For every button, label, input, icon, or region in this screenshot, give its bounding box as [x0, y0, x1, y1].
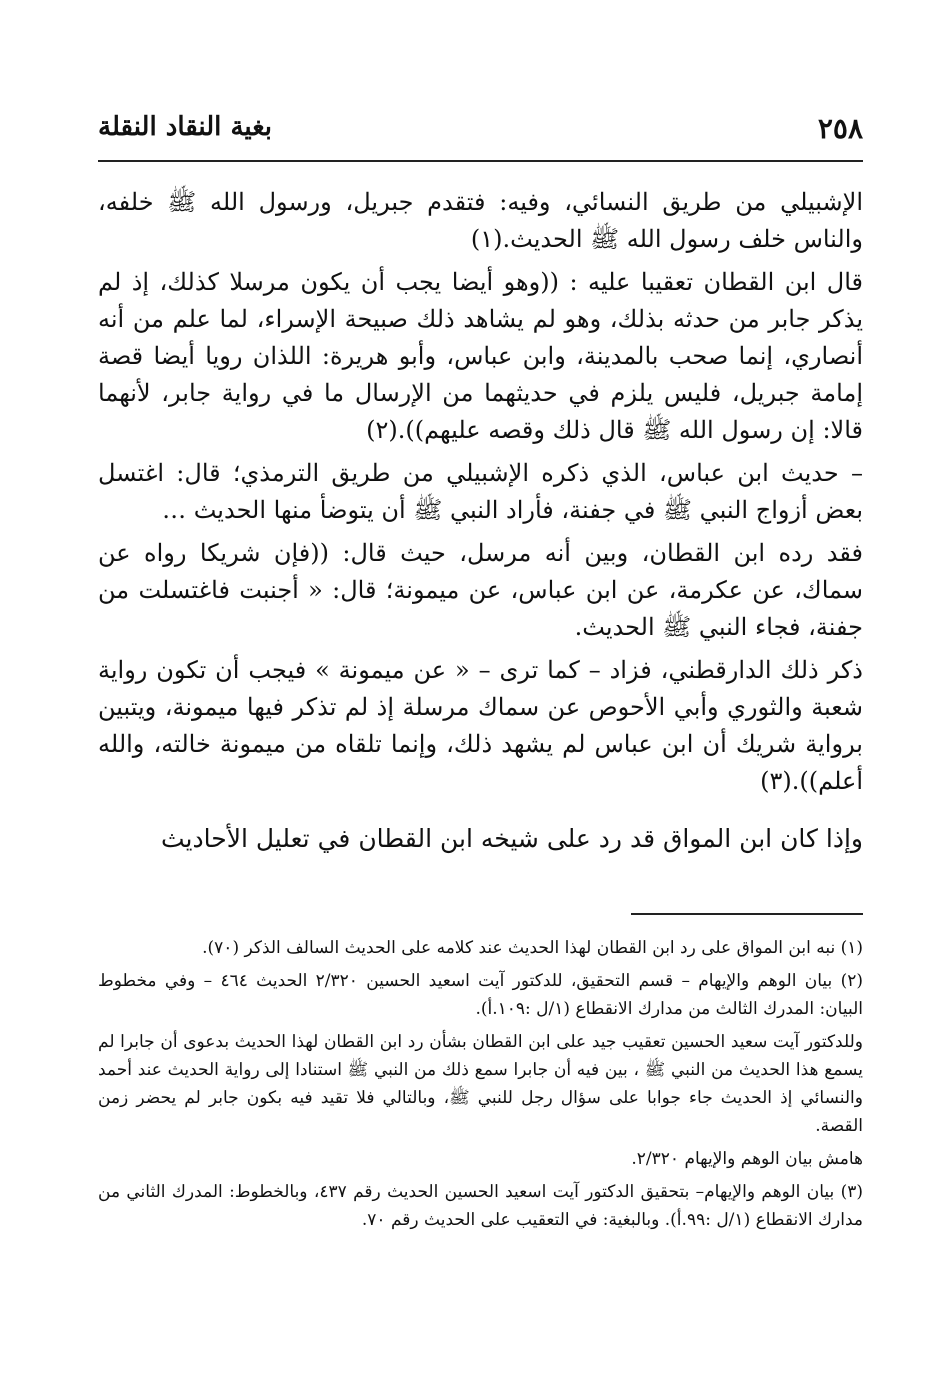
footnote: (٢) بيان الوهم والإيهام – قسم التحقيق، للدكتور آيت اسعيد الحسين ٢/٣٢٠ الحديث ٤٦٤ – وفي مخطوط البيان: المدرك الثالث من مدارك الانقطاع (١/ل :١٠٩.أ). — [98, 971, 863, 1019]
paragraph: وإذا كان ابن المواق قد رد على شيخه ابن القطان في تعليل الأحاديث — [161, 824, 863, 853]
page-header — [98, 112, 863, 152]
page-number: ٢٥٨ — [817, 112, 863, 145]
paragraph: ذكر ذلك الدارقطني، فزاد – كما ترى – « عن ميمونة » فيجب أن تكون رواية شعبة والثوري وأبي الأحوص عن سماك مرسلة إذ لم تذكر فيها ميمونة، ويتبين برواية شريك أن ابن عباس لم يشهد ذلك، وإنما تلقاه من ميمونة خالته، والله أعلم)).(٣) — [98, 656, 863, 795]
footnote: وللدكتور آيت سعيد الحسين تعقيب جيد على ابن القطان بشأن رد ابن القطان لهذا الحديث بدعوى أن جابرا لم يسمع هذا الحديث من النبي ﷺ ، بين فيه أن جابرا سمع ذلك من النبي ﷺ استنادا إلى رواية الحديث عند أحمد والنسائي إذ الحديث جاء جوابا على سؤال رجل للنبي ﷺ، وبالتالي فلا تقيد فيه بكون جابر لم يحضر زمن القصة. — [98, 1032, 863, 1136]
footnote: (٣) بيان الوهم والإيهام– بتحقيق الدكتور آيت اسعيد الحسين الحديث رقم ٤٣٧، وبالخطوط: المدرك الثاني من مدارك الانقطاع (١/ل :٩٩.أ). وبالبغية: في التعقيب على الحديث رقم ٧٠. — [98, 1182, 863, 1230]
footnote-separator — [631, 913, 863, 915]
header-rule — [98, 160, 863, 162]
main-text — [98, 184, 863, 863]
paragraph: قال ابن القطان تعقيبا عليه : ((وهو أيضا يجب أن يكون مرسلا كذلك، إذ لم يذكر جابر من حدثه بذلك، وهو لم يشاهد ذلك صبيحة الإسراء، لما علم من أنه أنصاري، إنما صحب بالمدينة، وابن عباس، وأبو هريرة: اللذان رويا أيضا قصة إمامة جبريل، فليس يلزم في حديثهما من الإرسال ما في رواية جابر، لأنهما قالا: إن رسول الله ﷺ قال ذلك وقصه عليهم)).(٢) — [98, 268, 863, 444]
paragraph: الإشبيلي من طريق النسائي، وفيه: فتقدم جبريل، ورسول الله ﷺ خلفه، والناس خلف رسول الله ﷺ الحديث.(١) — [98, 188, 863, 253]
book-title: بغية النقاد النقلة — [98, 112, 273, 142]
paragraph: – حديث ابن عباس، الذي ذكره الإشبيلي من طريق الترمذي؛ قال: اغتسل بعض أزواج النبي ﷺ في جفنة، فأراد النبي ﷺ أن يتوضأ منها الحديث … — [98, 459, 863, 524]
footnotes — [98, 934, 863, 1239]
paragraph: فقد رده ابن القطان، وبين أنه مرسل، حيث قال: ((فإن شريكا رواه عن سماك، عن عكرمة، عن ابن عباس، عن ميمونة؛ قال: « أجنبت فاغتسلت من جفنة، فجاء النبي ﷺ الحديث. — [98, 539, 863, 641]
footnote: هامش بيان الوهم والإيهام ٢/٣٢٠. — [631, 1149, 863, 1169]
footnote: (١) نبه ابن المواق على رد ابن القطان لهذا الحديث عند كلامه على الحديث السالف الذكر (٧٠). — [202, 938, 863, 958]
